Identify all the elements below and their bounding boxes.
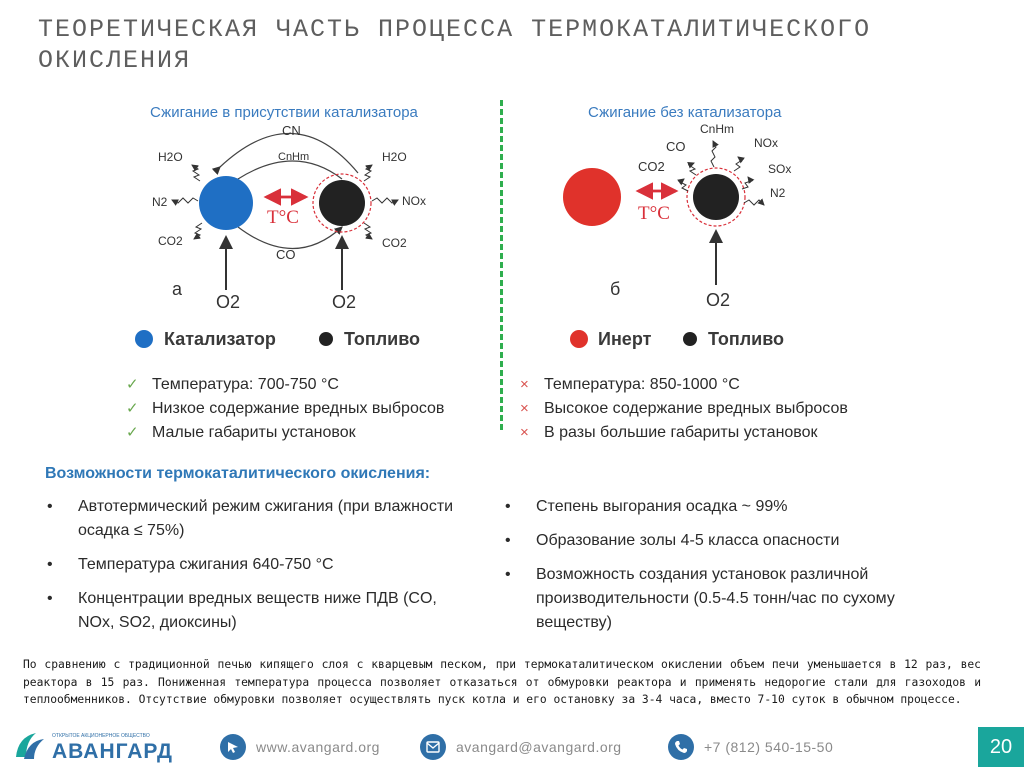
- green-divider: [500, 100, 503, 430]
- legend-inert-swatch: [570, 330, 588, 348]
- website-link[interactable]: www.avangard.org: [256, 739, 380, 755]
- list-item: ✓ Низкое содержание вредных выбросов: [120, 397, 444, 421]
- mail-icon: [420, 734, 446, 760]
- cursor-icon: [220, 734, 246, 760]
- logo-text: АВАНГАРД: [52, 740, 174, 763]
- check-icon: ✓: [126, 424, 139, 441]
- tag-b: б: [610, 279, 621, 299]
- phone-number[interactable]: +7 (812) 540-15-50: [704, 739, 834, 755]
- list-item: • Образование золы 4-5 класса опасности: [505, 532, 840, 549]
- list-item: ✓ Температура: 700-750 °С: [120, 373, 444, 397]
- list-item: • Возможность создания установок различной производительности (0.5-4.5 тонн/час по сухому веществу): [505, 566, 895, 631]
- mol-h2o-right: H2O: [382, 150, 407, 164]
- logo-mark-icon: [16, 733, 44, 759]
- emission-n2: [172, 198, 198, 203]
- email-item[interactable]: [420, 734, 622, 760]
- features-left-list: [45, 495, 465, 645]
- phone-icon: [668, 734, 694, 760]
- list-item: × Высокое содержание вредных выбросов: [512, 397, 848, 421]
- cycle-arc-bottom: [238, 227, 342, 249]
- legend-fuel-label-left: Топливо: [344, 329, 421, 349]
- mol-n2-right: N2: [770, 186, 786, 200]
- list-item: ✓ Малые габариты установок: [120, 421, 444, 445]
- list-item: • Температура сжигания 640-750 °С: [47, 556, 334, 573]
- emission-nox: [372, 198, 398, 203]
- phone-item[interactable]: [668, 734, 833, 760]
- fuel-particle: [319, 180, 365, 226]
- page-title: ТЕОРЕТИЧЕСКАЯ ЧАСТЬ ПРОЦЕССА ТЕРМОКАТАЛИТИЧЕСКОГО ОКИСЛЕНИЯ: [38, 15, 872, 75]
- legend-catalyst-swatch: [135, 330, 153, 348]
- list-item: • Степень выгорания осадка ~ 99%: [505, 498, 788, 515]
- emission-h2o-right: [364, 165, 372, 181]
- cross-icon: ×: [520, 424, 529, 441]
- temp-label-right: T°C: [638, 203, 670, 224]
- temp-label-left: T°C: [267, 207, 299, 228]
- right-diagram-heading: Сжигание без катализатора: [588, 104, 782, 121]
- mol-cnhm-left: CnHm: [278, 151, 310, 163]
- legend-inert-label: Инерт: [598, 329, 652, 349]
- company-logo: [12, 727, 187, 763]
- mol-cn: CN: [282, 123, 301, 138]
- emission-n2-right: [744, 200, 764, 205]
- mol-cnhm-right: CnHm: [700, 122, 735, 136]
- cross-icon: ×: [520, 400, 529, 417]
- features-right-list: [503, 495, 973, 645]
- emission-nox-right: [734, 157, 742, 171]
- mol-sox: SOx: [768, 162, 792, 176]
- logo-small-text: ОТКРЫТОЕ АКЦИОНЕРНОЕ ОБЩЕСТВО: [52, 733, 150, 739]
- emission-co2-right-panel: [680, 179, 688, 191]
- mol-h2o-left: H2O: [158, 150, 183, 164]
- mol-co-left: CO: [276, 247, 296, 262]
- check-icon: ✓: [126, 376, 139, 393]
- combustion-diagram: [130, 95, 830, 360]
- left-diagram-heading: Сжигание в присутствии катализатора: [150, 104, 418, 121]
- cycle-arc-mid: [238, 161, 342, 179]
- inert-particle: [563, 168, 621, 226]
- list-item: • Автотермический режим сжигания (при влажности осадка ≤ 75%): [47, 498, 454, 539]
- fuel-particle-right: [693, 174, 739, 220]
- cons-list: [512, 373, 848, 445]
- footnote-text: По сравнению с традиционной печью кипящего слоя с кварцевым песком, при термокаталитическом окислении объем печи уменьшается в 12 раз, вес реактора в 15 раз. Пониженная температура процесса позволяет отказаться от обмуровки реактора и применять недорогие стали для газоходов и теплообменников. Отсутствие обмуровки позволяет осуществлять пуск котла и его остановку за 3-4 часа, вместо 7-10 суток в обычном процессе.: [23, 658, 981, 706]
- mol-nox-right: NOx: [754, 136, 778, 150]
- mol-n2: N2: [152, 195, 168, 209]
- tag-a: а: [172, 279, 183, 299]
- emission-co2-right: [364, 223, 372, 239]
- mol-o2-right-panel: O2: [706, 290, 731, 310]
- mol-nox: NOx: [402, 194, 426, 208]
- emission-co2-left: [194, 223, 202, 239]
- list-item: × В разы большие габариты установок: [512, 421, 848, 445]
- page-number: 20: [978, 727, 1024, 767]
- check-icon: ✓: [126, 400, 139, 417]
- footer: [0, 727, 1024, 767]
- mol-o2-left: O2: [216, 292, 241, 312]
- list-item: × Температура: 850-1000 °С: [512, 373, 848, 397]
- mol-co2-right: CO2: [382, 236, 407, 250]
- mol-co2-right-panel: CO2: [638, 159, 665, 174]
- mol-co-right: CO: [666, 139, 686, 154]
- features-heading: Возможности термокаталитического окисления:: [45, 465, 431, 482]
- mol-o2-right: O2: [332, 292, 357, 312]
- emission-h2o-left: [192, 165, 200, 181]
- legend-fuel-swatch-right: [683, 332, 697, 346]
- pros-list: [120, 373, 444, 445]
- legend-fuel-label-right: Топливо: [708, 329, 785, 349]
- emission-cnhm-right: [711, 141, 716, 167]
- cross-icon: ×: [520, 376, 529, 393]
- website-item[interactable]: [220, 734, 380, 760]
- catalyst-particle: [199, 176, 253, 230]
- mol-co2-left: CO2: [158, 234, 183, 248]
- emission-co-right: [689, 163, 696, 175]
- list-item: • Концентрации вредных веществ ниже ПДВ (CO, NOx, SO2, диоксины): [47, 590, 437, 631]
- legend-catalyst-label: Катализатор: [164, 329, 276, 349]
- email-link[interactable]: avangard@avangard.org: [456, 739, 622, 755]
- legend-fuel-swatch-left: [319, 332, 333, 346]
